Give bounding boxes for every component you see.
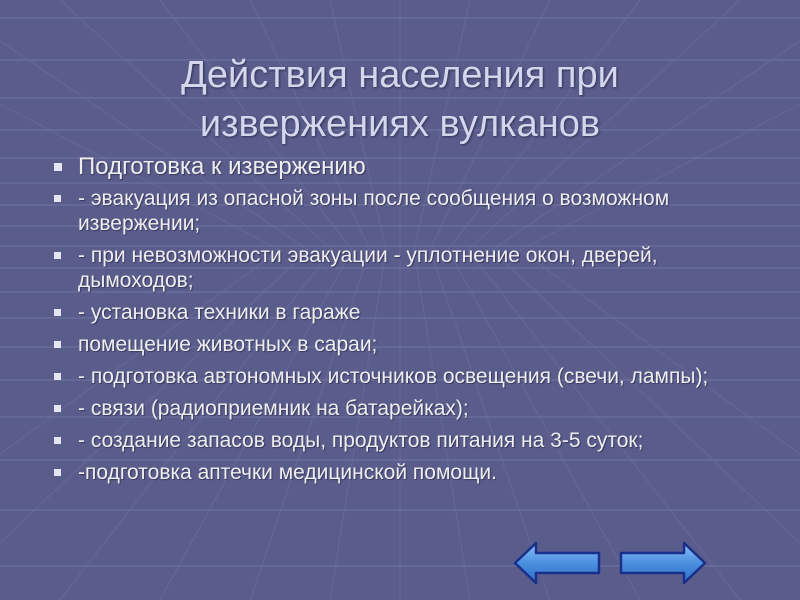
bullet-item — [50, 186, 740, 236]
bullet-item — [50, 460, 740, 485]
square-bullet-icon — [54, 252, 61, 259]
title-line-1: Действия населения при — [181, 54, 619, 97]
square-bullet-icon — [54, 195, 61, 202]
slide-title — [0, 51, 800, 149]
arrow-right-icon — [618, 540, 708, 586]
bullet-text: - связи (радиоприемник на батарейках); — [78, 397, 469, 420]
bullet-item — [50, 243, 740, 293]
bullet-item — [50, 332, 740, 357]
bullet-item — [50, 396, 740, 421]
square-bullet-icon — [54, 309, 61, 316]
bullet-item — [50, 300, 740, 325]
bullet-text: - эвакуация из опасной зоны после сообщения о возможном извержении; — [78, 187, 670, 235]
bullet-text: - создание запасов воды, продуктов питания на 3-5 суток; — [78, 429, 644, 452]
bullet-item — [50, 364, 740, 389]
square-bullet-icon — [54, 469, 61, 476]
bullet-text: -подготовка аптечки медицинской помощи. — [78, 461, 497, 484]
arrow-left-icon — [512, 540, 602, 586]
back-button[interactable] — [512, 540, 602, 586]
bullet-list — [50, 152, 740, 492]
bullet-item — [50, 428, 740, 453]
title-line-2: извержениях вулканов — [199, 103, 601, 146]
square-bullet-icon — [54, 163, 62, 171]
bullet-item — [50, 152, 740, 182]
bullet-text: - установка техники в гараже — [78, 301, 361, 324]
bullet-text: - подготовка автономных источников освещения (свечи, лампы); — [78, 365, 709, 388]
square-bullet-icon — [54, 341, 61, 348]
next-button[interactable] — [618, 540, 708, 586]
bullet-text: помещение животных в сараи; — [78, 333, 378, 356]
square-bullet-icon — [54, 405, 61, 412]
square-bullet-icon — [54, 373, 61, 380]
square-bullet-icon — [54, 437, 61, 444]
bullet-text: - при невозможности эвакуации - уплотнение окон, дверей, дымоходов; — [78, 244, 658, 292]
bullet-text: Подготовка к извержению — [78, 153, 366, 180]
